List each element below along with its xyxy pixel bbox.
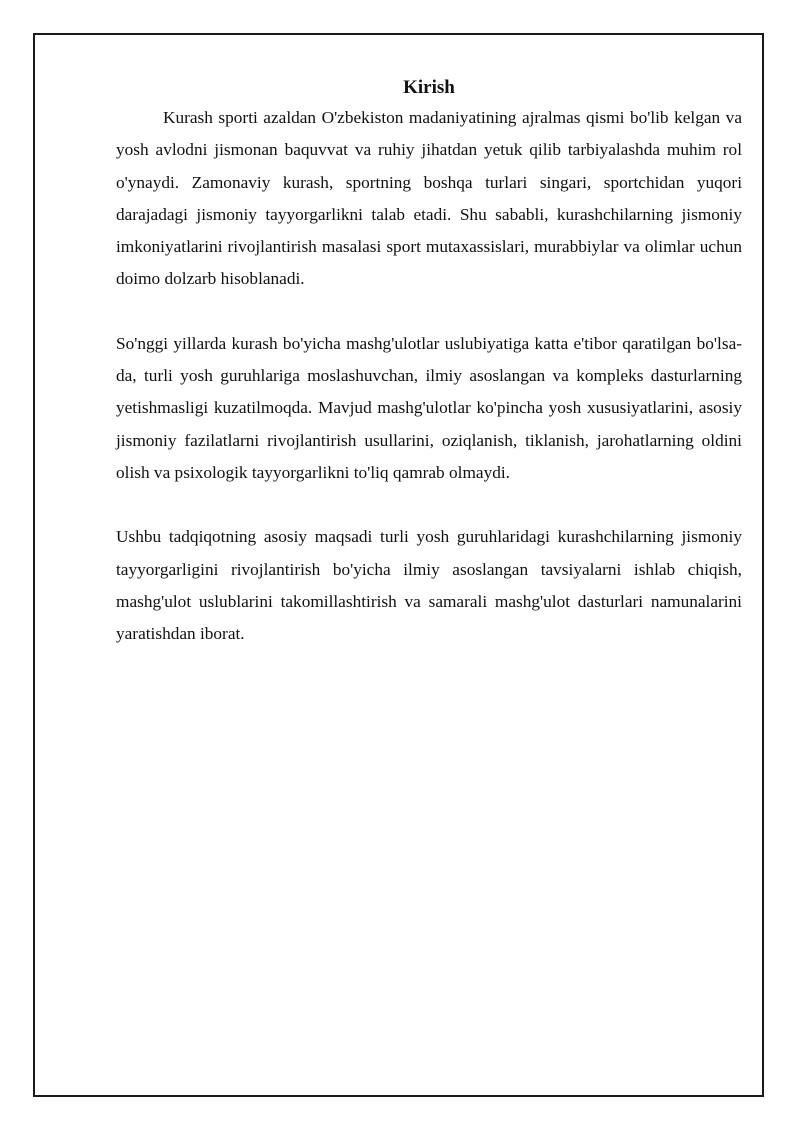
paragraph-spacer [116,296,742,328]
document-title: Kirish [403,77,455,98]
paragraph-spacer [116,489,742,521]
paragraph-2: So'nggi yillarda kurash bo'yicha mashg'ulotlar uslubiyatiga katta e'tibor qaratilgan bo'lsa-da, turli yosh guruhlariga moslashuvchan, ilmiy asoslangan va kompleks dasturlarning yetishmasligi kuzatilmoqda. Mavjud mashg'ulotlar ko'pincha yosh xususiyatlarini, asosiy jismoniy fazilatlarni rivojlantirish usullarini, oziqlanish, tiklanish, jarohatlarning oldini olish va psixologik tayyorgarlikni to'liq qamrab olmaydi. [116,333,742,482]
document-body [116,74,742,650]
paragraph-1: Kurash sporti azaldan O'zbekiston madaniyatining ajralmas qismi bo'lib kelgan va yosh avlodni jismonan baquvvat va ruhiy jihatdan yetuk qilib tarbiyalashda muhim rol o'ynaydi. Zamonaviy kurash, sportning boshqa turlari singari, sportchidan yuqori darajadagi jismoniy tayyorgarlikni talab etadi. Shu sababli, kurashchilarning jismoniy imkoniyatlarini rivojlantirish masalasi sport mutaxassislari, murabbiylar va olimlar uchun doimo dolzarb hisoblanadi. [116,108,742,289]
paragraph-3: Ushbu tadqiqotning asosiy maqsadi turli yosh guruhlaridagi kurashchilarning jismoniy tayyorgarligini rivojlantirish bo'yicha ilmiy asoslangan tavsiyalarni ishlab chiqish, mashg'ulot uslublarini takomillashtirish va samarali mashg'ulot dasturlari namunalarini yaratishdan iborat. [116,527,742,644]
